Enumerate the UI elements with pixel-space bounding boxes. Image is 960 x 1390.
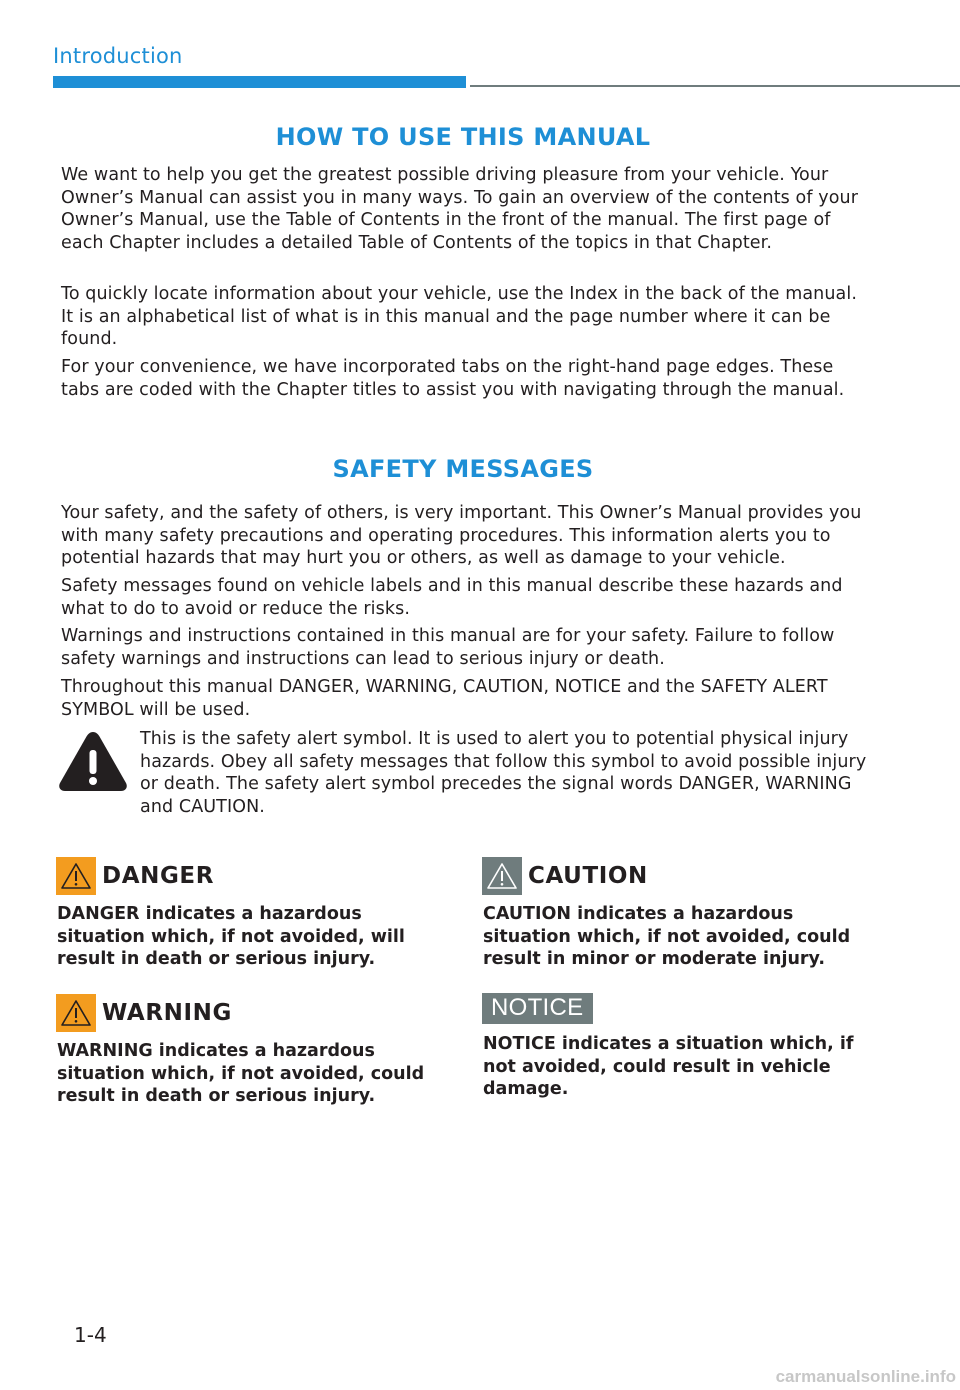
how-to-use-paragraph: To quickly locate information about your vehicle, use the Index in the back of the manual. It is an alphabetical list of what is in this manual and the page number where it can be found. [61, 284, 857, 349]
danger-word: DANGER [102, 863, 215, 889]
danger-text: DANGER indicates a hazardous situation which, if not avoided, will result in death or serious injury. [57, 904, 405, 969]
warning-triangle-icon [60, 862, 92, 890]
warning-heading [56, 994, 436, 1032]
notice-badge: NOTICE [482, 993, 593, 1024]
how-to-use-paragraph: For your convenience, we have incorporated tabs on the right-hand page edges. These tabs are coded with the Chapter titles to assist you with navigating through the manual. [61, 357, 845, 400]
warning-badge [56, 994, 96, 1032]
how-to-use-paragraph: We want to help you get the greatest possible driving pleasure from your vehicle. Your Owner’s Manual can assist you in many ways. To gain an overview of the contents of your Owner’s Manual, use the Table of Contents in the front of the manual. The first page of each Chapter includes a detailed Table of Contents of the topics in that Chapter. [61, 165, 859, 253]
footer-watermark: carmanualsonline.info [775, 1367, 956, 1386]
danger-block [56, 857, 436, 971]
safety-paragraph: Warnings and instructions contained in this manual are for your safety. Failure to follow safety warnings and instructions can lead to serious injury or death. [61, 626, 835, 669]
how-to-use-title: HOW TO USE THIS MANUAL [275, 123, 651, 151]
caution-heading [482, 857, 862, 895]
caution-word: CAUTION [528, 863, 648, 889]
caution-block [482, 857, 862, 971]
caution-badge [482, 857, 522, 895]
chapter-title: Introduction [53, 44, 183, 68]
safety-paragraph: Your safety, and the safety of others, is very important. This Owner’s Manual provides you with many safety precautions and operating procedures. This information alerts you to potential hazards that may hurt you or others, as well as damage to your vehicle. [61, 503, 862, 568]
safety-alert-description: This is the safety alert symbol. It is used to alert you to potential physical injury hazards. Obey all safety messages that follow this symbol to avoid possible injury or death. The safety alert symbol precedes the signal words DANGER, WARNING and CAUTION. [140, 729, 867, 817]
page-number: 1-4 [74, 1323, 107, 1347]
safety-paragraph: Safety messages found on vehicle labels and in this manual describe these hazards and what to do to avoid or reduce the risks. [61, 576, 843, 619]
danger-badge [56, 857, 96, 895]
caution-text: CAUTION indicates a hazardous situation which, if not avoided, could result in minor or moderate injury. [483, 904, 851, 969]
warning-triangle-icon [486, 862, 518, 890]
safety-alert-symbol-block [56, 728, 876, 822]
notice-text: NOTICE indicates a situation which, if not avoided, could result in vehicle damage. [483, 1034, 854, 1099]
warning-triangle-icon [60, 999, 92, 1027]
header-accent-bar [53, 76, 466, 88]
warning-block [56, 994, 436, 1108]
warning-word: WARNING [102, 1000, 232, 1026]
notice-heading [482, 993, 862, 1024]
safety-messages-title: SAFETY MESSAGES [332, 455, 594, 483]
safety-paragraph: Throughout this manual DANGER, WARNING, CAUTION, NOTICE and the SAFETY ALERT SYMBOL will be used. [61, 677, 828, 720]
warning-triangle-icon [56, 728, 130, 794]
warning-text: WARNING indicates a hazardous situation which, if not avoided, could result in death or serious injury. [57, 1041, 425, 1106]
notice-block [482, 993, 862, 1101]
header-rule [470, 85, 960, 87]
danger-heading [56, 857, 436, 895]
